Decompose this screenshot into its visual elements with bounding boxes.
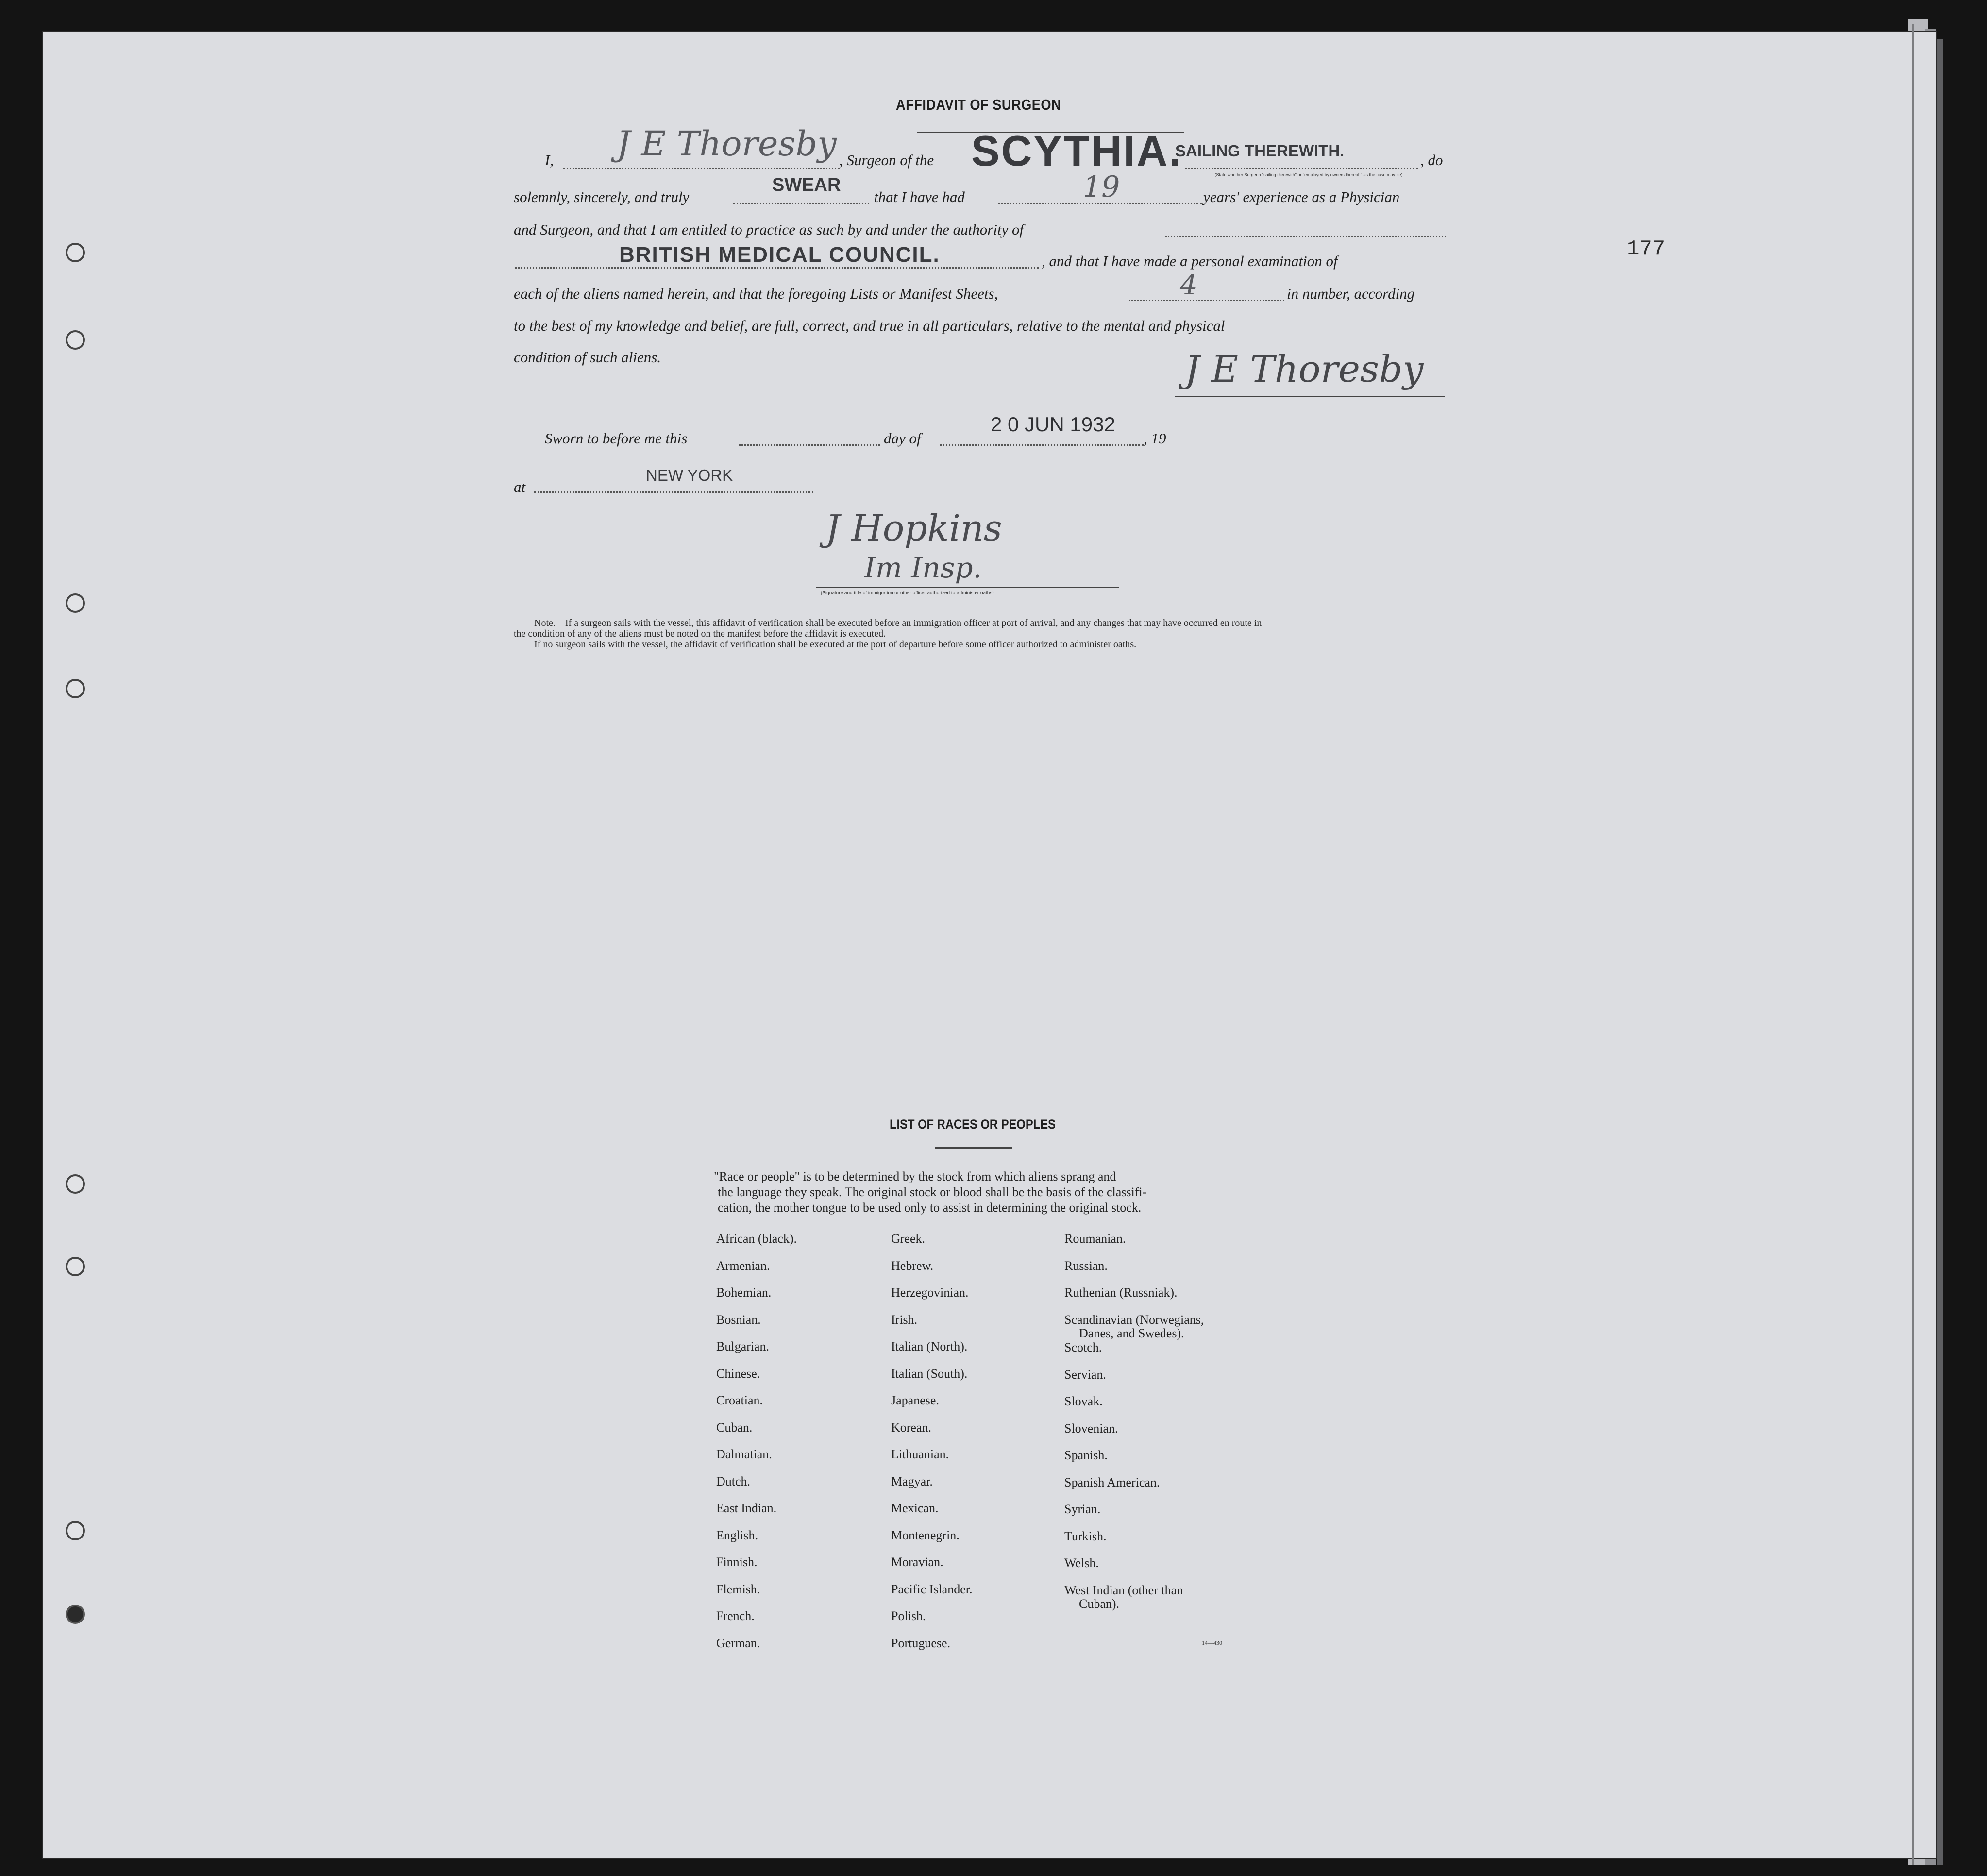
race-item: Cuban. (716, 1420, 753, 1435)
race-item: West Indian (other than (1064, 1583, 1183, 1597)
race-item: East Indian. (716, 1501, 777, 1515)
race-item: Japanese. (891, 1393, 939, 1407)
race-item: Pacific Islander. (891, 1582, 973, 1596)
race-item: Portuguese. (891, 1636, 951, 1650)
at-label: at (514, 478, 526, 495)
binder-hole (66, 1605, 85, 1624)
place-field-line (534, 491, 813, 493)
binder-hole (66, 593, 85, 613)
sailing-field-line (1185, 168, 1418, 169)
races-title: LIST OF RACES OR PEOPLES (890, 1117, 1056, 1132)
race-item: Roumanian. (1064, 1232, 1126, 1246)
page-edge (1937, 39, 1943, 1865)
line5-suffix: in number, according (1287, 285, 1415, 302)
surgeon-signature: J E Thoresby (1185, 347, 1424, 390)
note-line-3: If no surgeon sails with the vessel, the affidavit of verification shall be executed at the port of departure before some officer authorized to administer oaths. (534, 639, 1137, 650)
race-item: Syrian. (1064, 1502, 1101, 1516)
place-stamp: NEW YORK (646, 466, 733, 484)
race-item: Croatian. (716, 1393, 763, 1407)
race-item: Russian. (1064, 1258, 1108, 1273)
authority-field-line (1165, 236, 1446, 237)
race-item: Finnish. (716, 1555, 758, 1569)
race-item: Italian (South). (891, 1366, 968, 1381)
race-item: German. (716, 1636, 760, 1650)
race-item: Hebrew. (891, 1258, 934, 1273)
race-item: Welsh. (1064, 1556, 1099, 1570)
binder-hole (66, 679, 85, 698)
race-item: Bohemian. (716, 1285, 772, 1300)
line3: and Surgeon, and that I am entitled to practice as such by and under the authority of (514, 221, 1024, 238)
surgeon-name-handwriting: J E Thoresby (617, 124, 837, 164)
race-item: Greek. (891, 1232, 926, 1246)
binder-hole (66, 330, 85, 350)
sworn-month-line (940, 444, 1144, 446)
race-item: Moravian. (891, 1555, 943, 1569)
line2-prefix: solemnly, sincerely, and truly (514, 188, 690, 205)
race-item: Servian. (1064, 1367, 1106, 1382)
page-fold-line (1912, 24, 1914, 1865)
line2-suffix: years' experience as a Physician (1203, 188, 1400, 205)
year-prefix: , 19 (1144, 430, 1166, 447)
race-item: Bosnian. (716, 1312, 761, 1327)
sheets-field-line (1129, 300, 1284, 301)
races-intro-1: "Race or people" is to be determined by the stock from which aliens sprang and (714, 1169, 1116, 1183)
race-item: Slovak. (1064, 1394, 1103, 1408)
race-item: Bulgarian. (716, 1339, 770, 1353)
authority-field-line-2 (515, 267, 1039, 269)
race-item: Flemish. (716, 1582, 760, 1596)
document-page (43, 32, 1936, 1858)
race-item: Italian (North). (891, 1339, 968, 1353)
years-handwriting: 19 (1083, 170, 1120, 204)
race-item: Korean. (891, 1420, 932, 1435)
authority-stamp: BRITISH MEDICAL COUNCIL. (619, 243, 940, 267)
line2-mid: that I have had (874, 188, 965, 205)
race-item: Magyar. (891, 1474, 933, 1488)
race-item: Scandinavian (Norwegians, (1064, 1312, 1204, 1327)
sailing-hint: (State whether Surgeon "sailing therewith" or "employed by owners thereof," as the case may be) (1214, 172, 1403, 177)
races-title-rule (935, 1147, 1012, 1149)
page-number: 177 (1627, 237, 1666, 261)
race-item: Montenegrin. (891, 1528, 960, 1542)
oath-stamp: SWEAR (772, 175, 841, 195)
day-of-label: day of (884, 430, 921, 447)
pronoun-i: I, (545, 152, 554, 169)
race-item: Mexican. (891, 1501, 939, 1515)
race-item: Lithuanian. (891, 1447, 949, 1461)
race-item: Herzegovinian. (891, 1285, 969, 1300)
race-item: Spanish. (1064, 1448, 1108, 1462)
race-item: Danes, and Swedes). (1079, 1326, 1184, 1340)
name-field-line (563, 168, 840, 169)
signature-line (1175, 396, 1445, 397)
binder-hole (66, 1521, 85, 1540)
sworn-day-line (739, 444, 880, 446)
races-intro-3: cation, the mother tongue to be used only to assist in determining the original stock. (718, 1200, 1142, 1215)
form-code: 14—430 (1202, 1639, 1222, 1646)
officer-title-handwriting: Im Insp. (864, 551, 982, 584)
ship-name-stamp: SCYTHIA. (971, 127, 1182, 175)
binder-hole (66, 1257, 85, 1276)
sailing-stamp: SAILING THEREWITH. (1175, 142, 1345, 160)
race-item: Dutch. (716, 1474, 751, 1488)
oath-field-line (733, 203, 869, 204)
sheet-count-handwriting: 4 (1180, 270, 1197, 301)
binder-hole (66, 1174, 85, 1194)
do-label: , do (1420, 152, 1443, 169)
officer-caption: (Signature and title of immigration or other officer authorized to administer oaths) (821, 591, 994, 596)
date-stamp: 2 0 JUN 1932 (991, 413, 1115, 436)
officer-signature: J Hopkins (825, 507, 1002, 549)
race-item: Spanish American. (1064, 1475, 1160, 1489)
line5-prefix: each of the aliens named herein, and that the foregoing Lists or Manifest Sheets, (514, 285, 998, 302)
note-line-1: Note.—If a surgeon sails with the vessel, this affidavit of verification shall be executed before an immigration officer at port of arrival, and any changes that may have occurred en route in (534, 618, 1262, 628)
race-item: Polish. (891, 1609, 926, 1623)
binder-hole (66, 243, 85, 262)
line7: condition of such aliens. (514, 349, 661, 366)
race-item: African (black). (716, 1232, 797, 1246)
race-item: Scotch. (1064, 1340, 1102, 1354)
officer-signature-line (816, 587, 1119, 588)
line4-suffix: , and that I have made a personal examination of (1042, 253, 1338, 270)
race-item: Dalmatian. (716, 1447, 772, 1461)
line6: to the best of my knowledge and belief, are full, correct, and true in all particulars, relative to the mental and physical (514, 317, 1225, 334)
races-intro-2: the language they speak. The original stock or blood shall be the basis of the classifi- (718, 1185, 1147, 1199)
sworn-prefix: Sworn to before me this (545, 430, 688, 447)
race-item: Chinese. (716, 1366, 760, 1381)
race-item: Turkish. (1064, 1529, 1107, 1543)
note-line-2: the condition of any of the aliens must be noted on the manifest before the affidavit is executed. (514, 628, 886, 639)
affidavit-title: AFFIDAVIT OF SURGEON (896, 96, 1061, 113)
race-item: Armenian. (716, 1258, 770, 1273)
race-item: French. (716, 1609, 755, 1623)
race-item: Ruthenian (Russniak). (1064, 1285, 1178, 1300)
race-item: Irish. (891, 1312, 918, 1327)
race-item: English. (716, 1528, 758, 1542)
race-item: Cuban). (1079, 1596, 1120, 1611)
surgeon-of-label: , Surgeon of the (839, 152, 934, 169)
race-item: Slovenian. (1064, 1421, 1118, 1436)
